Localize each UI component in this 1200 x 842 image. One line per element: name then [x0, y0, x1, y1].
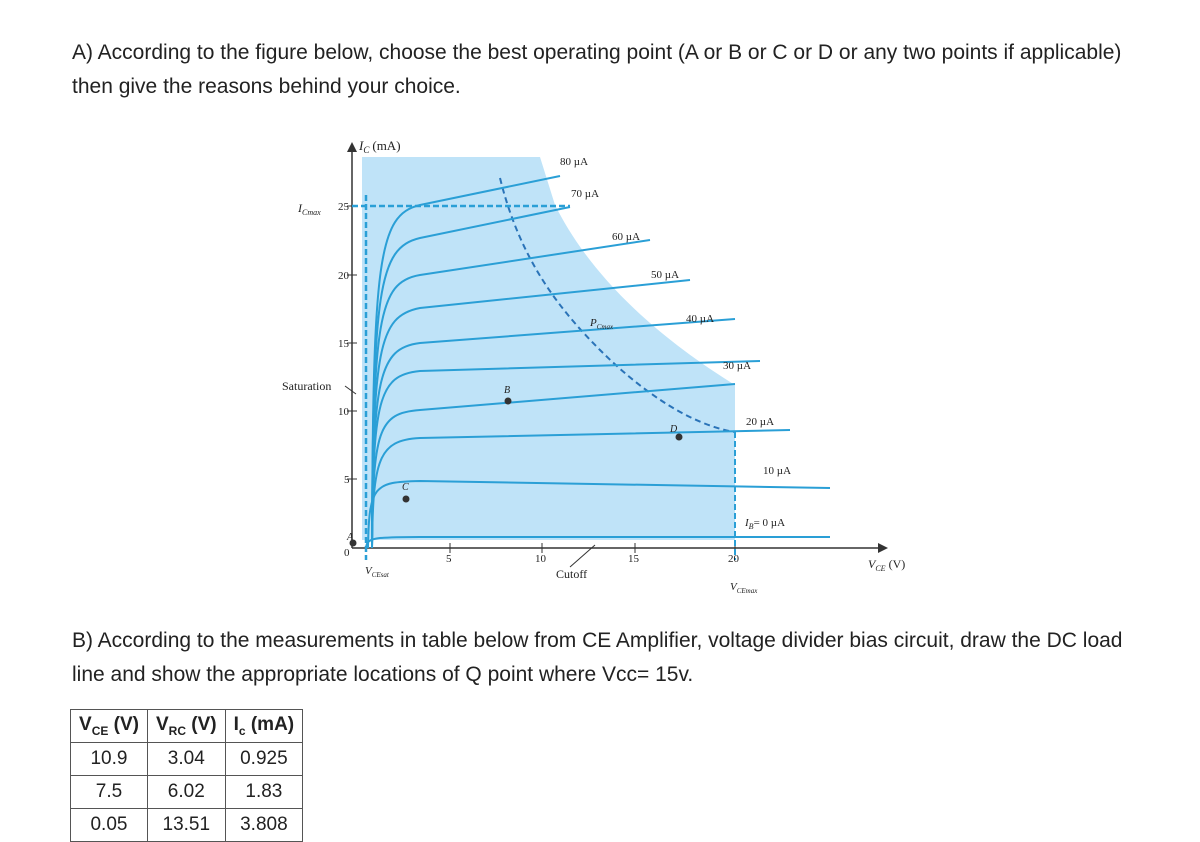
curve-label-10ua: 10 µA [763, 465, 792, 477]
x-tick-10: 10 [535, 553, 546, 565]
header-vrc: $V_{RC}$ (V) [147, 710, 225, 743]
vcemax-label: $V_{CEmax}$ [730, 581, 758, 595]
y-tick-20: 20 [338, 270, 349, 282]
table-row [71, 809, 303, 842]
y-tick-25: 25 [338, 201, 349, 213]
x-axis-label: $V_{CE}$ (V) [868, 557, 906, 573]
header-vce: $V_{CE}$ (V) [71, 710, 148, 743]
point-a-label: A [347, 532, 354, 543]
point-c-dot [403, 496, 410, 503]
cell-ic: 3.808 [225, 809, 303, 842]
point-b-label: B [504, 385, 511, 396]
x-tick-20: 20 [728, 553, 739, 565]
cell-vrc: 13.51 [147, 809, 225, 842]
point-d-label: D [670, 424, 678, 435]
curve-label-30ua: 30 µA [723, 360, 752, 372]
curve-label-20ua: 20 µA [746, 416, 775, 428]
saturation-label: Saturation [282, 379, 332, 393]
y-tick-0: 0 [344, 547, 350, 559]
table-header-row [71, 710, 303, 743]
point-b-dot [505, 398, 512, 405]
measurements-table [70, 709, 303, 842]
cell-ic: 0.925 [225, 743, 303, 776]
curve-label-80ua: 80 µA [560, 156, 589, 168]
y-axis-label: $I_C$ (mA) [359, 138, 401, 155]
curve-label-40ua: 40 µA [686, 313, 715, 325]
cutoff-label: Cutoff [556, 567, 588, 581]
point-c-label: C [402, 482, 409, 493]
cell-vrc: 3.04 [147, 743, 225, 776]
curve-label-ib0: $I_B= 0$ µA [745, 517, 786, 531]
curve-label-50ua: 50 µA [651, 269, 680, 281]
header-ic: $I_c$ (mA) [225, 710, 303, 743]
cell-vce: 7.5 [71, 776, 148, 809]
x-axis-arrow [878, 543, 888, 553]
cell-vrc: 6.02 [147, 776, 225, 809]
y-tick-5: 5 [344, 474, 350, 486]
icmax-label: $I_{Cmax}$ [298, 201, 321, 217]
table-row [71, 743, 303, 776]
curve-label-70ua: 70 µA [571, 188, 600, 200]
y-axis-arrow [347, 142, 357, 152]
table-row [71, 776, 303, 809]
question-a-text: A) According to the figure below, choose the best operating point (A or B or C or D or any two points if applicable) then give the reasons behind your choice. [72, 41, 1122, 98]
cell-ic: 1.83 [225, 776, 303, 809]
y-tick-10: 10 [338, 406, 349, 418]
x-tick-15: 15 [628, 553, 639, 565]
pcmax-label: $P_{Cmax}$ [590, 317, 614, 331]
saturation-pointer [345, 386, 356, 394]
x-tick-5: 5 [446, 553, 452, 565]
cell-vce: 0.05 [71, 809, 148, 842]
curve-label-60ua: 60 µA [612, 231, 641, 243]
question-b-text: B) According to the measurements in table below from CE Amplifier, voltage divider bias circuit, draw the DC load line and show the appropriate locations of Q point where Vcc= 15v. [72, 629, 1123, 686]
vcesat-label: $V_{CEsat}$ [365, 565, 389, 579]
y-tick-15: 15 [338, 338, 349, 350]
cell-vce: 10.9 [71, 743, 148, 776]
